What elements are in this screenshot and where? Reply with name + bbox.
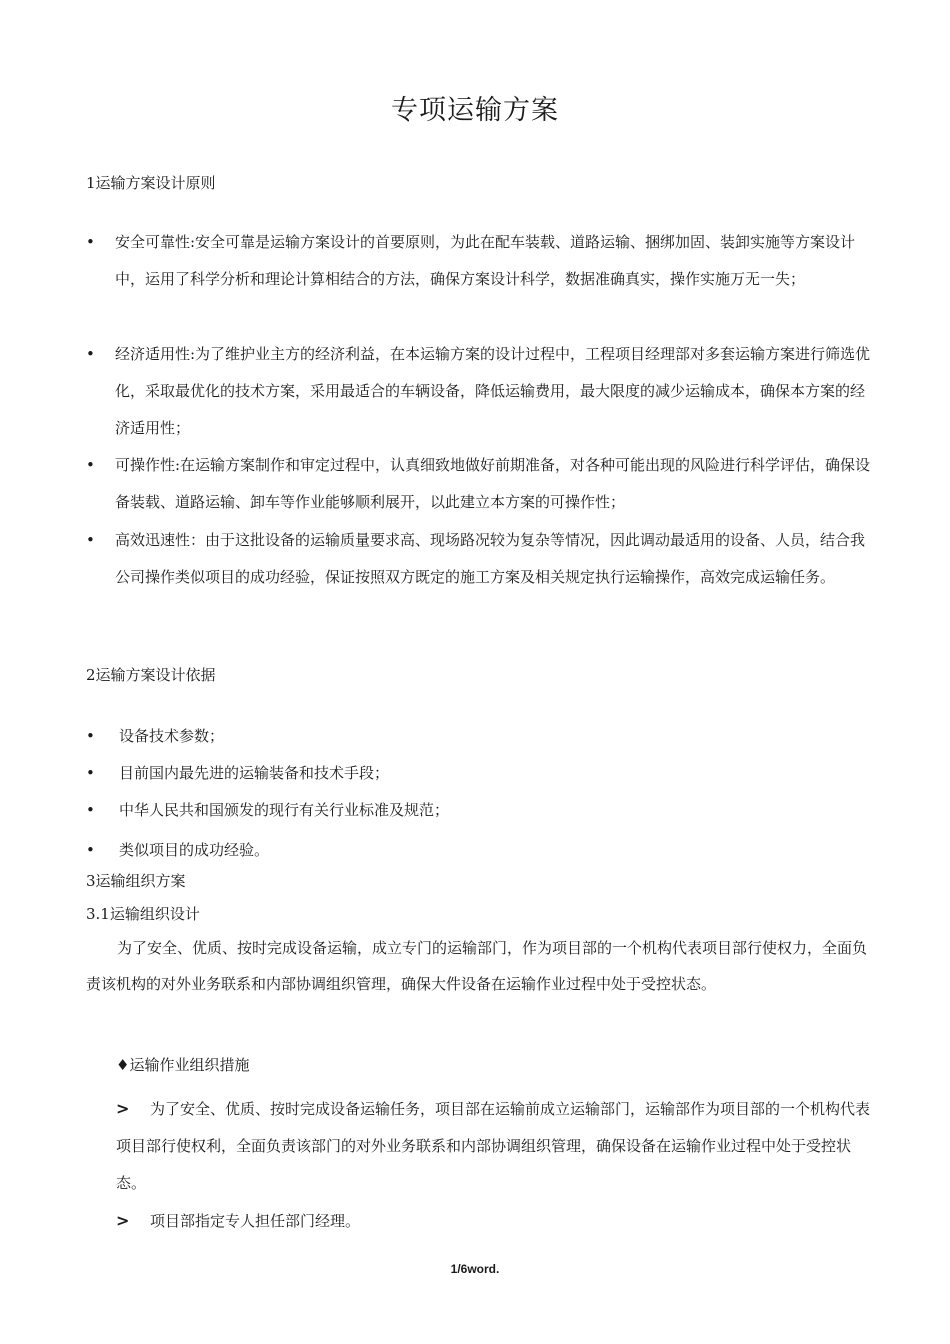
principle-text: 安全可靠性:安全可靠是运输方案设计的首要原则，为此在配车装载、道路运输、捆绑加固、装卸实施等方案设计中，运用了科学分析和理论计算相结合的方法，确保方案设计科学，数据准确真实，操作实施万无一失；: [115, 233, 856, 288]
measure-item: [116, 1090, 876, 1202]
basis-text: 中华人民共和国颁发的现行有关行业标准及规范；: [119, 801, 450, 819]
basis-text: 类似项目的成功经验。: [119, 841, 270, 859]
basis-item: [86, 798, 449, 822]
principle-text: 可操作性:在运输方案制作和审定过程中，认真细致地做好前期准备，对各种可能出现的风险进行科学评估，确保设备装载、道路运输、卸车等作业能够顺利展开，以此建立本方案的可操作性；: [115, 456, 871, 511]
basis-item: [86, 761, 389, 785]
basis-item: [86, 838, 269, 862]
bullet-icon: •: [86, 764, 95, 782]
measure-text: 为了安全、优质、按时完成设备运输任务，项目部在运输前成立运输部门，运输部作为项目部的一个机构代表项目部行使权利，全面负责该部门的对外业务联系和内部协调组织管理，确保设备在运输作业过程中处于受控状态。: [116, 1100, 871, 1192]
bullet-icon: •: [86, 456, 95, 474]
principle-item-efficiency: [86, 522, 876, 596]
bullet-icon: •: [86, 841, 95, 859]
principle-item-safety: [86, 224, 876, 298]
arrow-icon: >: [116, 1211, 130, 1230]
bullet-icon: •: [86, 345, 95, 363]
document-title: 专项运输方案: [391, 95, 559, 126]
organization-paragraph: 为了安全、优质、按时完成设备运输，成立专门的运输部门，作为项目部的一个机构代表项目部行使权力，全面负责该机构的对外业务联系和内部协调组织管理，确保大件设备在运输作业过程中处于受控状态。: [86, 939, 868, 993]
measure-text: 项目部指定专人担任部门经理。: [150, 1212, 361, 1230]
section-2-heading: 2运输方案设计依据: [86, 666, 216, 684]
arrow-icon: >: [116, 1099, 130, 1118]
measure-item: [116, 1202, 876, 1240]
principle-text: 经济适用性:为了维护业主方的经济利益，在本运输方案的设计过程中，工程项目经理部对多套运输方案进行筛选优化，采取最优化的技术方案，采用最适合的车辆设备，降低运输费用，最大限度的减少运输成本，确保本方案的经济适用性；: [115, 345, 871, 437]
bullet-icon: •: [86, 531, 95, 549]
principle-text: 高效迅速性：由于这批设备的运输质量要求高、现场路况较为复杂等情况，因此调动最适用的设备、人员，结合我公司操作类似项目的成功经验，保证按照双方既定的施工方案及相关规定执行运输操作，高效完成运输任务。: [115, 531, 866, 586]
bullet-icon: •: [86, 233, 95, 251]
measures-heading: ♦运输作业组织措施: [116, 1056, 250, 1074]
basis-text: 目前国内最先进的运输装备和技术手段；: [119, 764, 390, 782]
bullet-icon: •: [86, 801, 95, 819]
principle-item-economy: [86, 336, 876, 447]
bullet-icon: •: [86, 727, 95, 745]
section-1-heading: 1运输方案设计原则: [86, 174, 216, 192]
basis-item: [86, 724, 224, 748]
basis-text: 设备技术参数；: [119, 727, 225, 745]
section-3-heading: 3运输组织方案: [86, 872, 186, 890]
principle-item-operability: [86, 447, 876, 521]
section-3-1-heading: 3.1运输组织设计: [86, 905, 200, 923]
page-footer: 1/6word.: [450, 1262, 500, 1276]
